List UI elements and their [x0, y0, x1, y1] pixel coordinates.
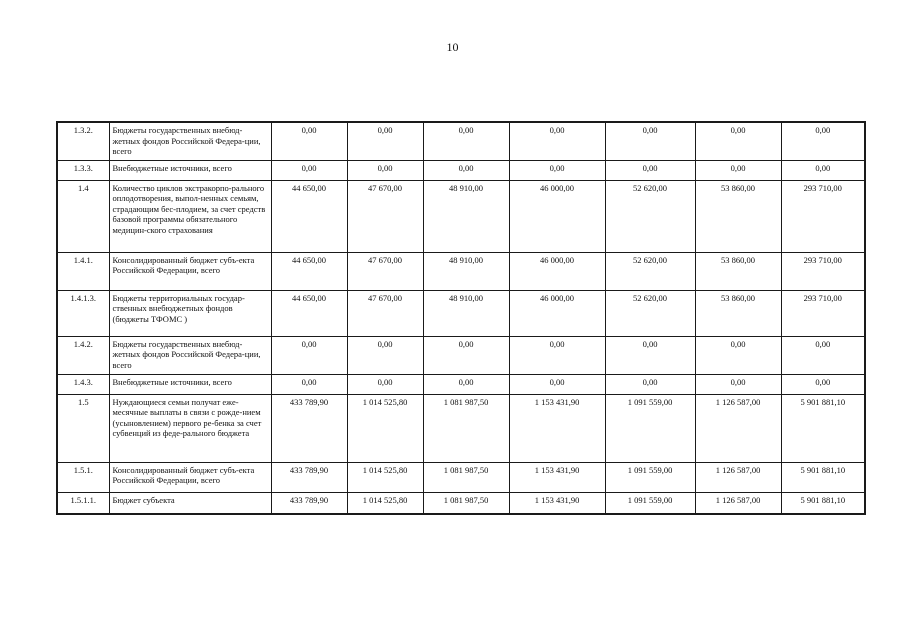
row-value: 1 126 587,00 — [695, 492, 781, 514]
row-code: 1.3.3. — [57, 160, 109, 180]
row-value: 0,00 — [509, 336, 605, 374]
row-code: 1.4.3. — [57, 374, 109, 394]
row-value: 0,00 — [271, 160, 347, 180]
row-value: 46 000,00 — [509, 290, 605, 336]
page-number: 10 — [446, 40, 459, 54]
row-value: 0,00 — [695, 160, 781, 180]
row-value: 0,00 — [781, 336, 865, 374]
row-value: 293 710,00 — [781, 252, 865, 290]
row-value: 52 620,00 — [605, 180, 695, 252]
row-value: 0,00 — [605, 336, 695, 374]
row-code: 1.4.2. — [57, 336, 109, 374]
table-row — [57, 394, 865, 462]
row-value: 0,00 — [781, 160, 865, 180]
row-value: 0,00 — [347, 160, 423, 180]
row-value: 44 650,00 — [271, 290, 347, 336]
row-value: 0,00 — [423, 160, 509, 180]
row-value: 0,00 — [605, 160, 695, 180]
row-value: 0,00 — [423, 336, 509, 374]
row-label: Бюджеты государственных внебюд-жетных фондов Российской Федера-ции, всего — [109, 336, 271, 374]
table-row — [57, 492, 865, 514]
row-value: 1 091 559,00 — [605, 394, 695, 462]
row-label: Консолидированный бюджет субъ-екта Российской Федерации, всего — [109, 462, 271, 492]
row-value: 0,00 — [347, 336, 423, 374]
row-label: Бюджет субъекта — [109, 492, 271, 514]
table-row — [57, 160, 865, 180]
row-value: 1 153 431,90 — [509, 492, 605, 514]
row-value: 1 126 587,00 — [695, 462, 781, 492]
row-value: 46 000,00 — [509, 180, 605, 252]
table-row — [57, 374, 865, 394]
row-value: 1 153 431,90 — [509, 462, 605, 492]
row-label: Внебюджетные источники, всего — [109, 160, 271, 180]
row-value: 1 081 987,50 — [423, 394, 509, 462]
row-label: Нуждающиеся семьи получат еже-месячные выплаты в связи с рожде-нием (усыновлением) первого ре-бенка за счет субвенций из феде-рального бюджета — [109, 394, 271, 462]
row-value: 1 014 525,80 — [347, 462, 423, 492]
row-value: 53 860,00 — [695, 290, 781, 336]
row-value: 0,00 — [271, 336, 347, 374]
row-value: 293 710,00 — [781, 180, 865, 252]
row-value: 53 860,00 — [695, 180, 781, 252]
row-value: 0,00 — [271, 374, 347, 394]
table-row — [57, 180, 865, 252]
row-value: 0,00 — [695, 336, 781, 374]
row-value: 44 650,00 — [271, 180, 347, 252]
row-value: 0,00 — [347, 374, 423, 394]
row-value: 1 091 559,00 — [605, 462, 695, 492]
row-value: 0,00 — [781, 122, 865, 160]
row-value: 48 910,00 — [423, 180, 509, 252]
row-value: 1 081 987,50 — [423, 462, 509, 492]
row-value: 0,00 — [695, 122, 781, 160]
table-row — [57, 462, 865, 492]
row-value: 48 910,00 — [423, 252, 509, 290]
row-value: 0,00 — [509, 160, 605, 180]
row-code: 1.4.1.3. — [57, 290, 109, 336]
row-value: 0,00 — [605, 122, 695, 160]
row-value: 48 910,00 — [423, 290, 509, 336]
row-value: 1 014 525,80 — [347, 492, 423, 514]
row-value: 433 789,90 — [271, 462, 347, 492]
row-value: 47 670,00 — [347, 180, 423, 252]
row-label: Бюджеты государственных внебюд-жетных фондов Российской Федера-ции, всего — [109, 122, 271, 160]
row-value: 433 789,90 — [271, 394, 347, 462]
row-value: 0,00 — [605, 374, 695, 394]
row-value: 1 153 431,90 — [509, 394, 605, 462]
row-value: 0,00 — [347, 122, 423, 160]
row-value: 5 901 881,10 — [781, 394, 865, 462]
row-value: 5 901 881,10 — [781, 462, 865, 492]
row-code: 1.5.1. — [57, 462, 109, 492]
row-value: 52 620,00 — [605, 290, 695, 336]
row-value: 1 126 587,00 — [695, 394, 781, 462]
row-value: 1 091 559,00 — [605, 492, 695, 514]
row-label: Количество циклов экстракорпо-рального оплодотворения, выпол-ненных семьям, страдающим бес-плодием, за счет средств базовой программы обязательного медицин-ского страхования — [109, 180, 271, 252]
row-value: 47 670,00 — [347, 290, 423, 336]
row-label: Внебюджетные источники, всего — [109, 374, 271, 394]
row-code: 1.3.2. — [57, 122, 109, 160]
row-value: 46 000,00 — [509, 252, 605, 290]
row-value: 5 901 881,10 — [781, 492, 865, 514]
row-code: 1.5 — [57, 394, 109, 462]
row-value: 53 860,00 — [695, 252, 781, 290]
row-label: Консолидированный бюджет субъ-екта Российской Федерации, всего — [109, 252, 271, 290]
row-value: 1 014 525,80 — [347, 394, 423, 462]
table-row — [57, 252, 865, 290]
row-value: 0,00 — [423, 122, 509, 160]
row-code: 1.4.1. — [57, 252, 109, 290]
row-code: 1.4 — [57, 180, 109, 252]
row-value: 0,00 — [509, 374, 605, 394]
table-row — [57, 290, 865, 336]
row-value: 433 789,90 — [271, 492, 347, 514]
row-value: 0,00 — [695, 374, 781, 394]
budget-table — [56, 121, 866, 515]
row-value: 44 650,00 — [271, 252, 347, 290]
table-row — [57, 336, 865, 374]
row-value: 0,00 — [509, 122, 605, 160]
row-value: 47 670,00 — [347, 252, 423, 290]
row-value: 0,00 — [271, 122, 347, 160]
row-value: 1 081 987,50 — [423, 492, 509, 514]
row-value: 293 710,00 — [781, 290, 865, 336]
row-value: 0,00 — [781, 374, 865, 394]
row-label: Бюджеты территориальных государ-ственных внебюджетных фондов (бюджеты ТФОМС ) — [109, 290, 271, 336]
table-row — [57, 122, 865, 160]
row-code: 1.5.1.1. — [57, 492, 109, 514]
row-value: 0,00 — [423, 374, 509, 394]
row-value: 52 620,00 — [605, 252, 695, 290]
